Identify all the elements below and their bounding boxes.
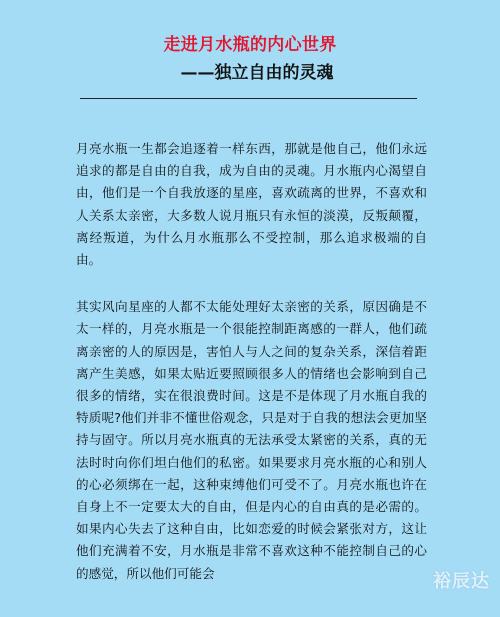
article-subtitle: ——独立自由的灵魂 [180,63,334,83]
watermark-logo: 裕辰达 [433,571,490,592]
article-body [76,138,427,585]
article-paragraph-2: 其实风向星座的人都不太能处理好太亲密的关系，原因确是不太一样的，月亮水瓶是一个很能控制距离感的一群人，他们疏离亲密的人的原因是，害怕人与人之间的复杂关系，深信着距离产生美感，如果太贴近要照顾很多人的情绪也会影响到自己很多的情绪，实在很浪费时间。这是不是体现了月水瓶自我的特质呢?他们并非不懂世俗观念，只是对于自我的想法会更加坚持与固守。所以月亮水瓶真的无法承受太紧密的关系，真的无法时时向你们坦白他们的私密。如果要求月亮水瓶的心和别人的心必须绑在一起，这种束缚他们可受不了。月亮水瓶也许在自身上不一定要太大的自由，但是内心的自由真的是必需的。如果内心失去了这种自由，比如恋爱的时候会紧张对方，这让他们充满着不安，月水瓶是非常不喜欢这种不能控制自己的心的感觉，所以他们可能会 [76,299,427,581]
article-title: 走进月水瓶的内心世界 [163,35,337,55]
title-divider [80,98,417,99]
article-paragraph-1: 月亮水瓶一生都会追逐着一样东西，那就是他自己，他们永远追求的都是自由的自我，成为自由的灵魂。月水瓶内心渴望自由，他们是一个自我放逐的星座，喜欢疏离的世界，不喜欢和人关系太亲密，大多数人说月瓶只有永恒的淡漠，反叛颠覆，离经叛道，为什么月水瓶那么不受控制，那么追求极端的自由。 [76,141,427,268]
